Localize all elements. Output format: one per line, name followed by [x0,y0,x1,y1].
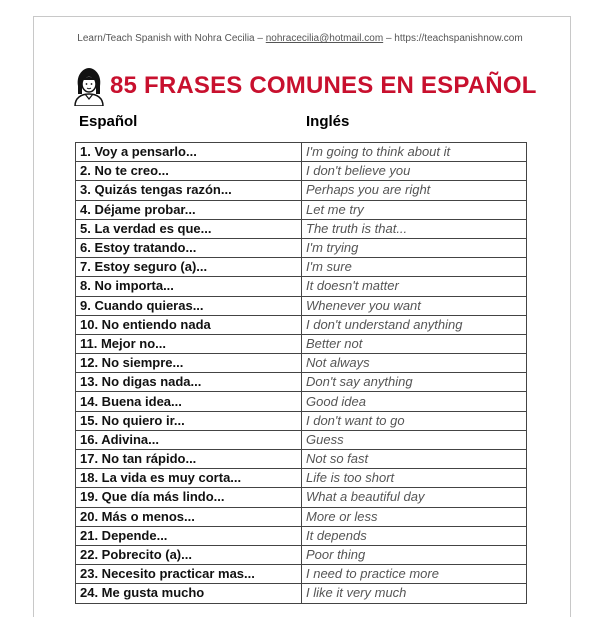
table-row [76,162,527,181]
english-phrase-cell: Whenever you want [302,296,527,315]
table-row [76,219,527,238]
english-phrase-cell: Poor thing [302,545,527,564]
table-row [76,238,527,257]
table-row [76,488,527,507]
table-row [76,526,527,545]
spanish-phrase-cell: 15. No quiero ir... [76,411,302,430]
english-phrase-cell: I'm going to think about it [302,143,527,162]
english-phrase-cell: More or less [302,507,527,526]
spanish-phrase-cell: 23. Necesito practicar mas... [76,565,302,584]
spanish-phrase-cell: 12. No siempre... [76,354,302,373]
table-row [76,277,527,296]
english-phrase-cell: I need to practice more [302,565,527,584]
table-row [76,258,527,277]
english-phrase-cell: Don't say anything [302,373,527,392]
column-headers [0,113,600,133]
spanish-phrase-cell: 7. Estoy seguro (a)... [76,258,302,277]
spanish-phrase-cell: 2. No te creo... [76,162,302,181]
spanish-phrase-cell: 20. Más o menos... [76,507,302,526]
english-phrase-cell: I like it very much [302,584,527,603]
header-text-after: – https://teachspanishnow.com [385,33,523,44]
header-text-before: Learn/Teach Spanish with Nohra Cecilia – [77,33,263,44]
english-phrase-cell: What a beautiful day [302,488,527,507]
table-row [76,565,527,584]
table-row [76,334,527,353]
english-phrase-cell: Perhaps you are right [302,181,527,200]
english-phrase-cell: I don't want to go [302,411,527,430]
english-phrase-cell: It doesn't matter [302,277,527,296]
spanish-phrase-cell: 22. Pobrecito (a)... [76,545,302,564]
page-title: 85 FRASES COMUNES EN ESPAÑOL [110,72,537,99]
english-phrase-cell: I don't understand anything [302,315,527,334]
table-row [76,181,527,200]
spanish-phrase-cell: 17. No tan rápido... [76,450,302,469]
spanish-phrase-cell: 14. Buena idea... [76,392,302,411]
table-row [76,584,527,603]
table-row [76,373,527,392]
english-phrase-cell: Better not [302,334,527,353]
table-row [76,469,527,488]
english-phrase-cell: Not always [302,354,527,373]
table-row [76,430,527,449]
english-phrase-cell: Good idea [302,392,527,411]
spanish-phrase-cell: 19. Que día más lindo... [76,488,302,507]
table-row [76,296,527,315]
title-row [72,66,537,106]
page-header [0,33,600,44]
english-phrase-cell: Not so fast [302,450,527,469]
table-row [76,450,527,469]
spanish-phrase-cell: 8. No importa... [76,277,302,296]
spanish-phrase-cell: 21. Depende... [76,526,302,545]
table-row [76,545,527,564]
spanish-phrase-cell: 18. La vida es muy corta... [76,469,302,488]
english-phrase-cell: I'm trying [302,238,527,257]
header-email-link[interactable]: nohracecilia@hotmail.com [265,33,384,44]
english-phrase-cell: The truth is that... [302,219,527,238]
table-row [76,354,527,373]
spanish-phrase-cell: 24. Me gusta mucho [76,584,302,603]
column-header-spanish: Español [79,113,138,130]
spanish-phrase-cell: 13. No digas nada... [76,373,302,392]
english-phrase-cell: I don't believe you [302,162,527,181]
english-phrase-cell: Life is too short [302,469,527,488]
spanish-phrase-cell: 11. Mejor no... [76,334,302,353]
table-row [76,392,527,411]
english-phrase-cell: It depends [302,526,527,545]
table-row [76,200,527,219]
spanish-phrase-cell: 9. Cuando quieras... [76,296,302,315]
english-phrase-cell: I'm sure [302,258,527,277]
table-row [76,143,527,162]
table-row [76,315,527,334]
spanish-phrase-cell: 6. Estoy tratando... [76,238,302,257]
spanish-phrase-cell: 10. No entiendo nada [76,315,302,334]
english-phrase-cell: Let me try [302,200,527,219]
spanish-phrase-cell: 3. Quizás tengas razón... [76,181,302,200]
table-row [76,411,527,430]
teacher-avatar-icon [72,66,106,106]
spanish-phrase-cell: 5. La verdad es que... [76,219,302,238]
column-header-english: Inglés [306,113,350,130]
english-phrase-cell: Guess [302,430,527,449]
phrases-table [75,142,527,604]
spanish-phrase-cell: 4. Déjame probar... [76,200,302,219]
table-row [76,507,527,526]
spanish-phrase-cell: 16. Adivina... [76,430,302,449]
spanish-phrase-cell: 1. Voy a pensarlo... [76,143,302,162]
